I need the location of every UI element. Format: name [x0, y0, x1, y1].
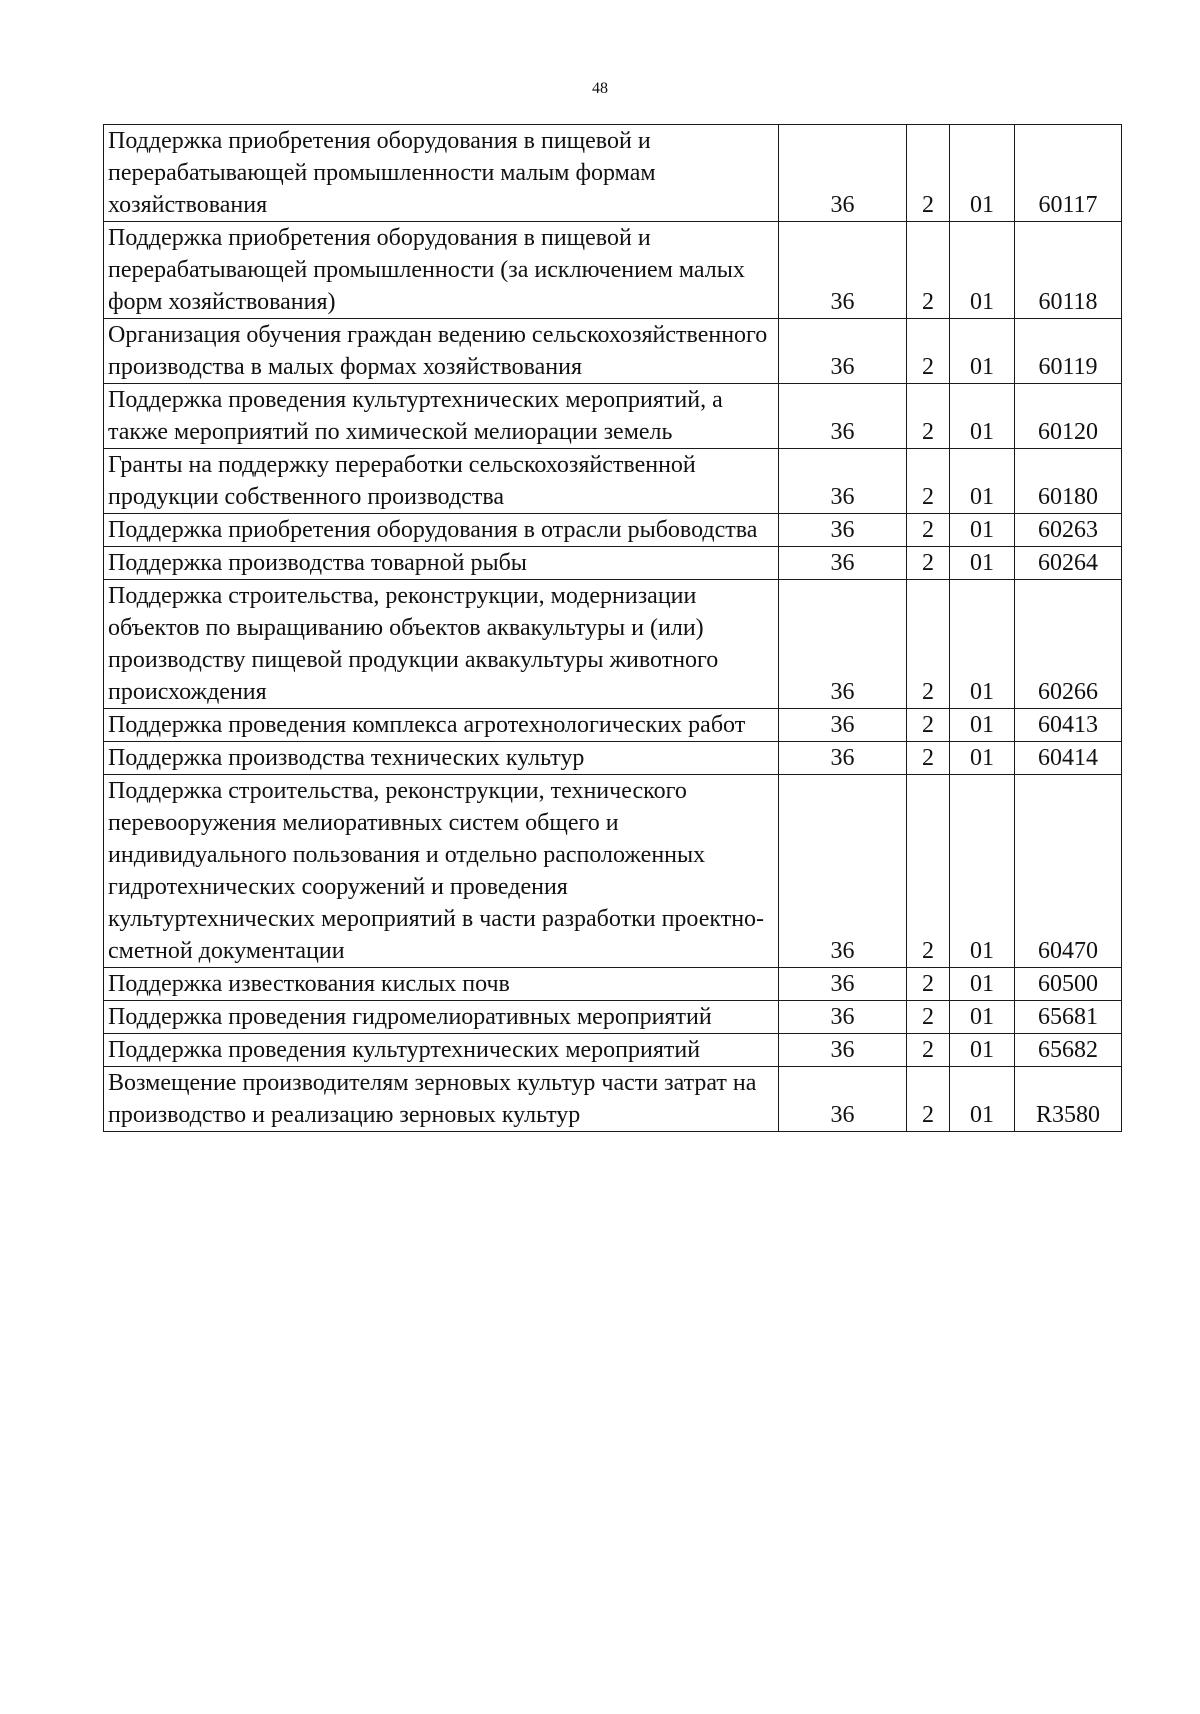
- code-subprogram-cell: 01: [950, 968, 1015, 1001]
- row-name-cell: Гранты на поддержку переработки сельскохозяйственной продукции собственного производства: [104, 449, 779, 514]
- budget-classification-table: [103, 124, 1122, 1132]
- code-program-cell: 2: [907, 547, 950, 580]
- code-program-cell: 2: [907, 580, 950, 709]
- code-chapter-cell: 36: [779, 222, 907, 319]
- code-program-cell: 2: [907, 319, 950, 384]
- row-name-cell: Поддержка проведения комплекса агротехнологических работ: [104, 709, 779, 742]
- table-row: [104, 514, 1122, 547]
- code-direction-cell: 60264: [1015, 547, 1122, 580]
- table-row: [104, 384, 1122, 449]
- table-row: [104, 125, 1122, 222]
- row-name-cell: Поддержка приобретения оборудования в пищевой и перерабатывающей промышленности (за исключением малых форм хозяйствования): [104, 222, 779, 319]
- code-program-cell: 2: [907, 709, 950, 742]
- row-name-cell: Возмещение производителям зерновых культур части затрат на производство и реализацию зерновых культур: [104, 1067, 779, 1132]
- code-chapter-cell: 36: [779, 742, 907, 775]
- row-name-cell: Поддержка проведения культуртехнических мероприятий: [104, 1034, 779, 1067]
- row-name-cell: Поддержка проведения гидромелиоративных мероприятий: [104, 1001, 779, 1034]
- table-row: [104, 1067, 1122, 1132]
- table-row: [104, 775, 1122, 968]
- table-row: [104, 968, 1122, 1001]
- code-chapter-cell: 36: [779, 709, 907, 742]
- table-body: [104, 125, 1122, 1132]
- code-direction-cell: 60266: [1015, 580, 1122, 709]
- row-name-cell: Поддержка строительства, реконструкции, модернизации объектов по выращиванию объектов аквакультуры и (или) производству пищевой продукции аквакультуры животного происхождения: [104, 580, 779, 709]
- code-subprogram-cell: 01: [950, 1001, 1015, 1034]
- code-direction-cell: 60414: [1015, 742, 1122, 775]
- code-direction-cell: R3580: [1015, 1067, 1122, 1132]
- code-direction-cell: 60117: [1015, 125, 1122, 222]
- code-chapter-cell: 36: [779, 775, 907, 968]
- row-name-cell: Поддержка производства товарной рыбы: [104, 547, 779, 580]
- row-name-cell: Организация обучения граждан ведению сельскохозяйственного производства в малых формах хозяйствования: [104, 319, 779, 384]
- page-number: 48: [592, 80, 608, 97]
- code-subprogram-cell: 01: [950, 1067, 1015, 1132]
- row-name-cell: Поддержка производства технических культур: [104, 742, 779, 775]
- code-subprogram-cell: 01: [950, 319, 1015, 384]
- code-chapter-cell: 36: [779, 125, 907, 222]
- code-program-cell: 2: [907, 384, 950, 449]
- code-chapter-cell: 36: [779, 384, 907, 449]
- code-subprogram-cell: 01: [950, 742, 1015, 775]
- row-name-cell: Поддержка проведения культуртехнических мероприятий, а также мероприятий по химической мелиорации земель: [104, 384, 779, 449]
- code-subprogram-cell: 01: [950, 1034, 1015, 1067]
- code-program-cell: 2: [907, 1034, 950, 1067]
- table-row: [104, 319, 1122, 384]
- row-name-cell: Поддержка строительства, реконструкции, технического перевооружения мелиоративных систем общего и индивидуального пользования и отдельно расположенных гидротехнических сооружений и проведения культуртехнических мероприятий в части разработки проектно-сметной документации: [104, 775, 779, 968]
- code-program-cell: 2: [907, 514, 950, 547]
- code-direction-cell: 60263: [1015, 514, 1122, 547]
- code-chapter-cell: 36: [779, 1067, 907, 1132]
- code-subprogram-cell: 01: [950, 580, 1015, 709]
- code-direction-cell: 60500: [1015, 968, 1122, 1001]
- code-subprogram-cell: 01: [950, 125, 1015, 222]
- code-program-cell: 2: [907, 742, 950, 775]
- code-direction-cell: 60119: [1015, 319, 1122, 384]
- code-chapter-cell: 36: [779, 319, 907, 384]
- row-name-cell: Поддержка приобретения оборудования в отрасли рыбоводства: [104, 514, 779, 547]
- code-direction-cell: 60470: [1015, 775, 1122, 968]
- code-chapter-cell: 36: [779, 1001, 907, 1034]
- table-row: [104, 547, 1122, 580]
- code-program-cell: 2: [907, 1001, 950, 1034]
- code-subprogram-cell: 01: [950, 384, 1015, 449]
- code-chapter-cell: 36: [779, 968, 907, 1001]
- table-row: [104, 709, 1122, 742]
- code-program-cell: 2: [907, 125, 950, 222]
- code-chapter-cell: 36: [779, 580, 907, 709]
- code-program-cell: 2: [907, 968, 950, 1001]
- row-name-cell: Поддержка приобретения оборудования в пищевой и перерабатывающей промышленности малым формам хозяйствования: [104, 125, 779, 222]
- code-direction-cell: 60180: [1015, 449, 1122, 514]
- code-program-cell: 2: [907, 775, 950, 968]
- code-chapter-cell: 36: [779, 547, 907, 580]
- code-subprogram-cell: 01: [950, 775, 1015, 968]
- code-subprogram-cell: 01: [950, 547, 1015, 580]
- code-subprogram-cell: 01: [950, 709, 1015, 742]
- code-direction-cell: 60118: [1015, 222, 1122, 319]
- code-direction-cell: 60120: [1015, 384, 1122, 449]
- table-row: [104, 1034, 1122, 1067]
- table-row: [104, 742, 1122, 775]
- code-direction-cell: 65681: [1015, 1001, 1122, 1034]
- code-direction-cell: 60413: [1015, 709, 1122, 742]
- table-row: [104, 222, 1122, 319]
- code-chapter-cell: 36: [779, 514, 907, 547]
- code-chapter-cell: 36: [779, 1034, 907, 1067]
- row-name-cell: Поддержка известкования кислых почв: [104, 968, 779, 1001]
- table-row: [104, 580, 1122, 709]
- code-program-cell: 2: [907, 1067, 950, 1132]
- code-chapter-cell: 36: [779, 449, 907, 514]
- code-subprogram-cell: 01: [950, 514, 1015, 547]
- table-row: [104, 1001, 1122, 1034]
- table-row: [104, 449, 1122, 514]
- code-subprogram-cell: 01: [950, 449, 1015, 514]
- code-subprogram-cell: 01: [950, 222, 1015, 319]
- code-program-cell: 2: [907, 449, 950, 514]
- code-direction-cell: 65682: [1015, 1034, 1122, 1067]
- code-program-cell: 2: [907, 222, 950, 319]
